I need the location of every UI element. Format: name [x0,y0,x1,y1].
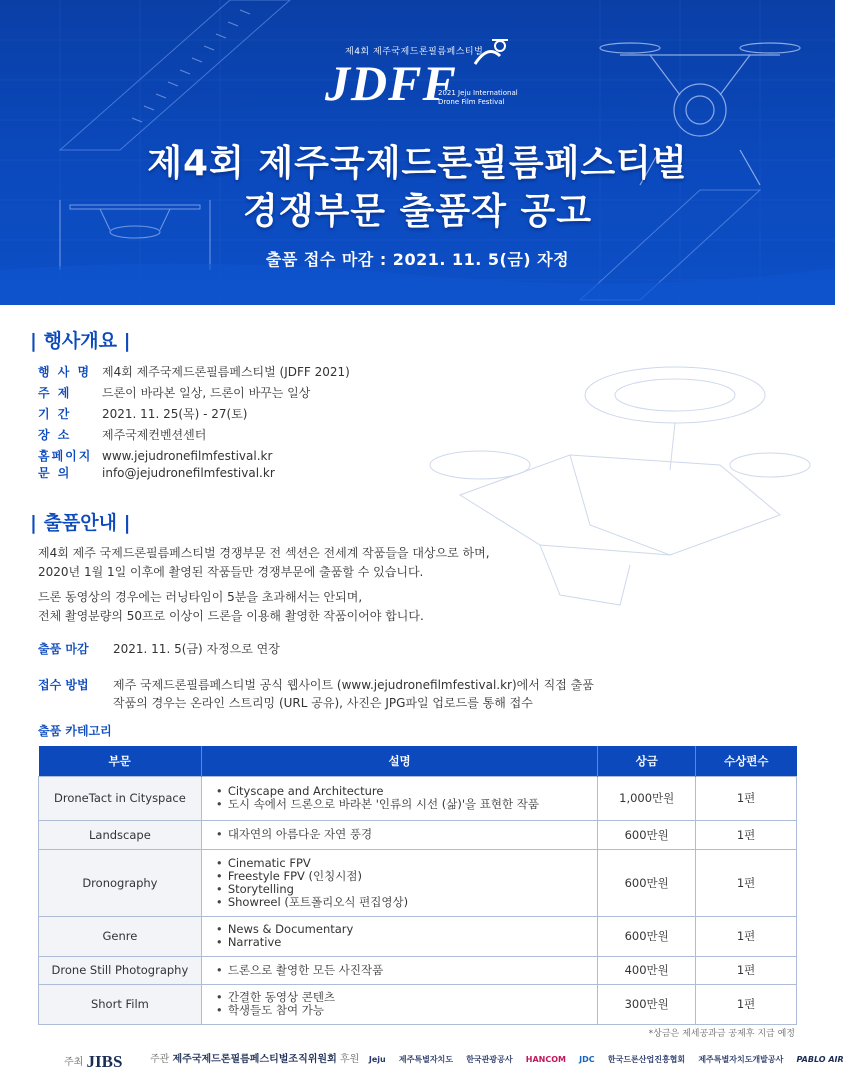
page-title-line2: 경쟁부문 출품작 공고 [242,191,593,232]
overview-value: 드론이 바라본 일상, 드론이 바꾸는 일상 [102,386,311,400]
method-value [113,676,594,712]
overview-value: 제4회 제주국제드론필름페스티벌 (JDFF 2021) [102,365,350,379]
drone-logo-icon [470,34,510,74]
prize-cell: 600만원 [598,820,696,849]
overview-key: 기 간 [38,407,72,421]
organizer-name: 제주국제드론필름페스티벌조직위원회 [172,1054,337,1065]
submission-heading: | 출품안내 | [30,512,131,534]
sponsor-logo: JDC [579,1055,595,1064]
description-item: • Storytelling [216,883,583,896]
prize-cell: 600만원 [598,849,696,916]
host-label: 주최 [64,1057,84,1068]
page-title-line1: 제4회 제주국제드론필름페스티벌 [147,143,688,184]
category-cell: Genre [39,916,202,956]
category-cell: Dronography [39,849,202,916]
count-cell: 1편 [696,956,797,984]
runtime-paragraph [38,588,424,626]
description-item: • 대자연의 아름다운 자연 풍경 [216,828,583,841]
overview-row-period [38,405,247,423]
footer [0,1040,844,1072]
category-cell: DroneTact in Cityspace [39,776,202,820]
overview-key: 장 소 [38,428,72,442]
col-description: 설명 [201,746,597,776]
overview-value: 제주국제컨벤션센터 [102,428,207,442]
overview-row-venue [38,426,206,444]
category-label: 출품 카테고리 [38,724,112,738]
category-cell: Drone Still Photography [39,956,202,984]
sponsor-logo: 한국드론산업진흥협회 [607,1055,686,1064]
sponsor-logo: 제주특별자치도 [398,1055,454,1064]
description-item: • Narrative [216,936,583,949]
description-cell [201,849,597,916]
runtime-line: 드론 동영상의 경우에는 러닝타임이 5분을 초과해서는 안되며, [38,590,363,604]
method-line: 작품의 경우는 온라인 스트리밍 (URL 공유), 사진은 JPG파일 업로드를 통해 접수 [113,696,533,710]
table-row [39,956,797,984]
overview-row-theme [38,384,310,402]
submission-deadline: 출품 접수 마감 : 2021. 11. 5(금) 자정 [265,250,570,269]
overview-key: 홈페이지 [38,449,93,463]
description-item: • 학생들도 참여 가능 [216,1004,583,1017]
description-cell [201,820,597,849]
overview-key: 문 의 [38,466,72,480]
category-table [38,746,797,1025]
eligibility-line: 2020년 1월 1일 이후에 촬영된 작품들만 경쟁부문에 출품할 수 있습니다. [38,565,424,579]
count-cell: 1편 [696,776,797,820]
sponsor-group [340,1050,854,1065]
description-cell [201,956,597,984]
homepage-link[interactable]: www.jejudronefilmfestival.kr [102,449,273,463]
col-category: 부문 [39,746,202,776]
prize-cell: 600만원 [598,916,696,956]
sponsor-logo: PABLO AIR [796,1055,844,1064]
category-cell: Landscape [39,820,202,849]
sponsor-logo: Jeju [368,1055,386,1064]
prize-cell: 400만원 [598,956,696,984]
method-line: 제주 국제드론필름페스티벌 공식 웹사이트 (www.jejudronefilmfestival.kr)에서 직접 출품 [113,678,594,692]
sponsor-logo: HANCOM [525,1055,566,1064]
prize-cell: 300만원 [598,984,696,1024]
count-cell: 1편 [696,849,797,916]
eligibility-line: 제4회 제주 국제드론필름페스티벌 경쟁부문 전 섹션은 전세계 작품들을 대상으로 하며, [38,546,490,560]
organizer-label: 주관 [150,1054,170,1065]
method-key: 접수 방법 [38,678,89,692]
table-row [39,984,797,1024]
table-row [39,776,797,820]
description-cell [201,984,597,1024]
description-item: • 간결한 동영상 콘텐츠 [216,991,583,1004]
description-cell [201,776,597,820]
header-banner [0,0,835,305]
count-cell: 1편 [696,820,797,849]
organizer-group [150,1050,337,1065]
overview-row-homepage [38,447,272,465]
sponsor-label: 후원 [340,1054,360,1065]
runtime-line: 전체 촬영분량의 50프로 이상이 드론을 이용해 촬영한 작품이어야 합니다. [38,609,424,623]
prize-cell: 1,000만원 [598,776,696,820]
contact-email-link[interactable]: info@jejudronefilmfestival.kr [102,466,275,480]
overview-row-name [38,363,350,381]
logo-small-text: 제4회 제주국제드론필름페스티벌 [345,47,484,57]
description-item: • News & Documentary [216,923,583,936]
description-item: • Showreel (포트폴리오식 편집영상) [216,896,583,909]
description-item: • Cityscape and Architecture [216,785,583,798]
deadline-key: 출품 마감 [38,642,89,656]
jdff-logo: JDFF [325,55,457,111]
logo-subtitle: 2021 Jeju International Drone Film Festival [438,89,518,106]
count-cell: 1편 [696,984,797,1024]
overview-value: 2021. 11. 25(목) - 27(토) [102,407,248,421]
overview-key: 주 제 [38,386,72,400]
description-cell [201,916,597,956]
overview-row-contact [38,464,275,482]
category-cell: Short Film [39,984,202,1024]
count-cell: 1편 [696,916,797,956]
description-item: • Cinematic FPV [216,857,583,870]
overview-heading: | 행사개요 | [30,330,131,352]
jibs-logo: JIBS [86,1052,123,1071]
eligibility-paragraph [38,544,490,582]
overview-key: 행 사 명 [38,365,92,379]
deadline-row [38,640,280,658]
description-item: • 도시 속에서 드론으로 바라본 '인류의 시선 (삶)'을 표현한 작품 [216,798,583,811]
deadline-value: 2021. 11. 5(금) 자정으로 연장 [113,642,280,656]
table-row [39,820,797,849]
description-item: • Freestyle FPV (인칭시점) [216,870,583,883]
method-row [38,676,594,712]
table-row [39,916,797,956]
col-prize: 상금 [598,746,696,776]
sponsor-logo: 한국관광공사 [466,1055,513,1064]
table-row [39,849,797,916]
table-header-row [39,746,797,776]
drone-illustration [420,345,820,625]
description-item: • 드론으로 촬영한 모든 사진작품 [216,964,583,977]
sponsor-logo: 제주특별자치도개발공사 [698,1055,784,1064]
prize-note: *상금은 제세공과금 공제후 지급 예정 [648,1029,795,1039]
col-count: 수상편수 [696,746,797,776]
host-group [64,1050,122,1070]
